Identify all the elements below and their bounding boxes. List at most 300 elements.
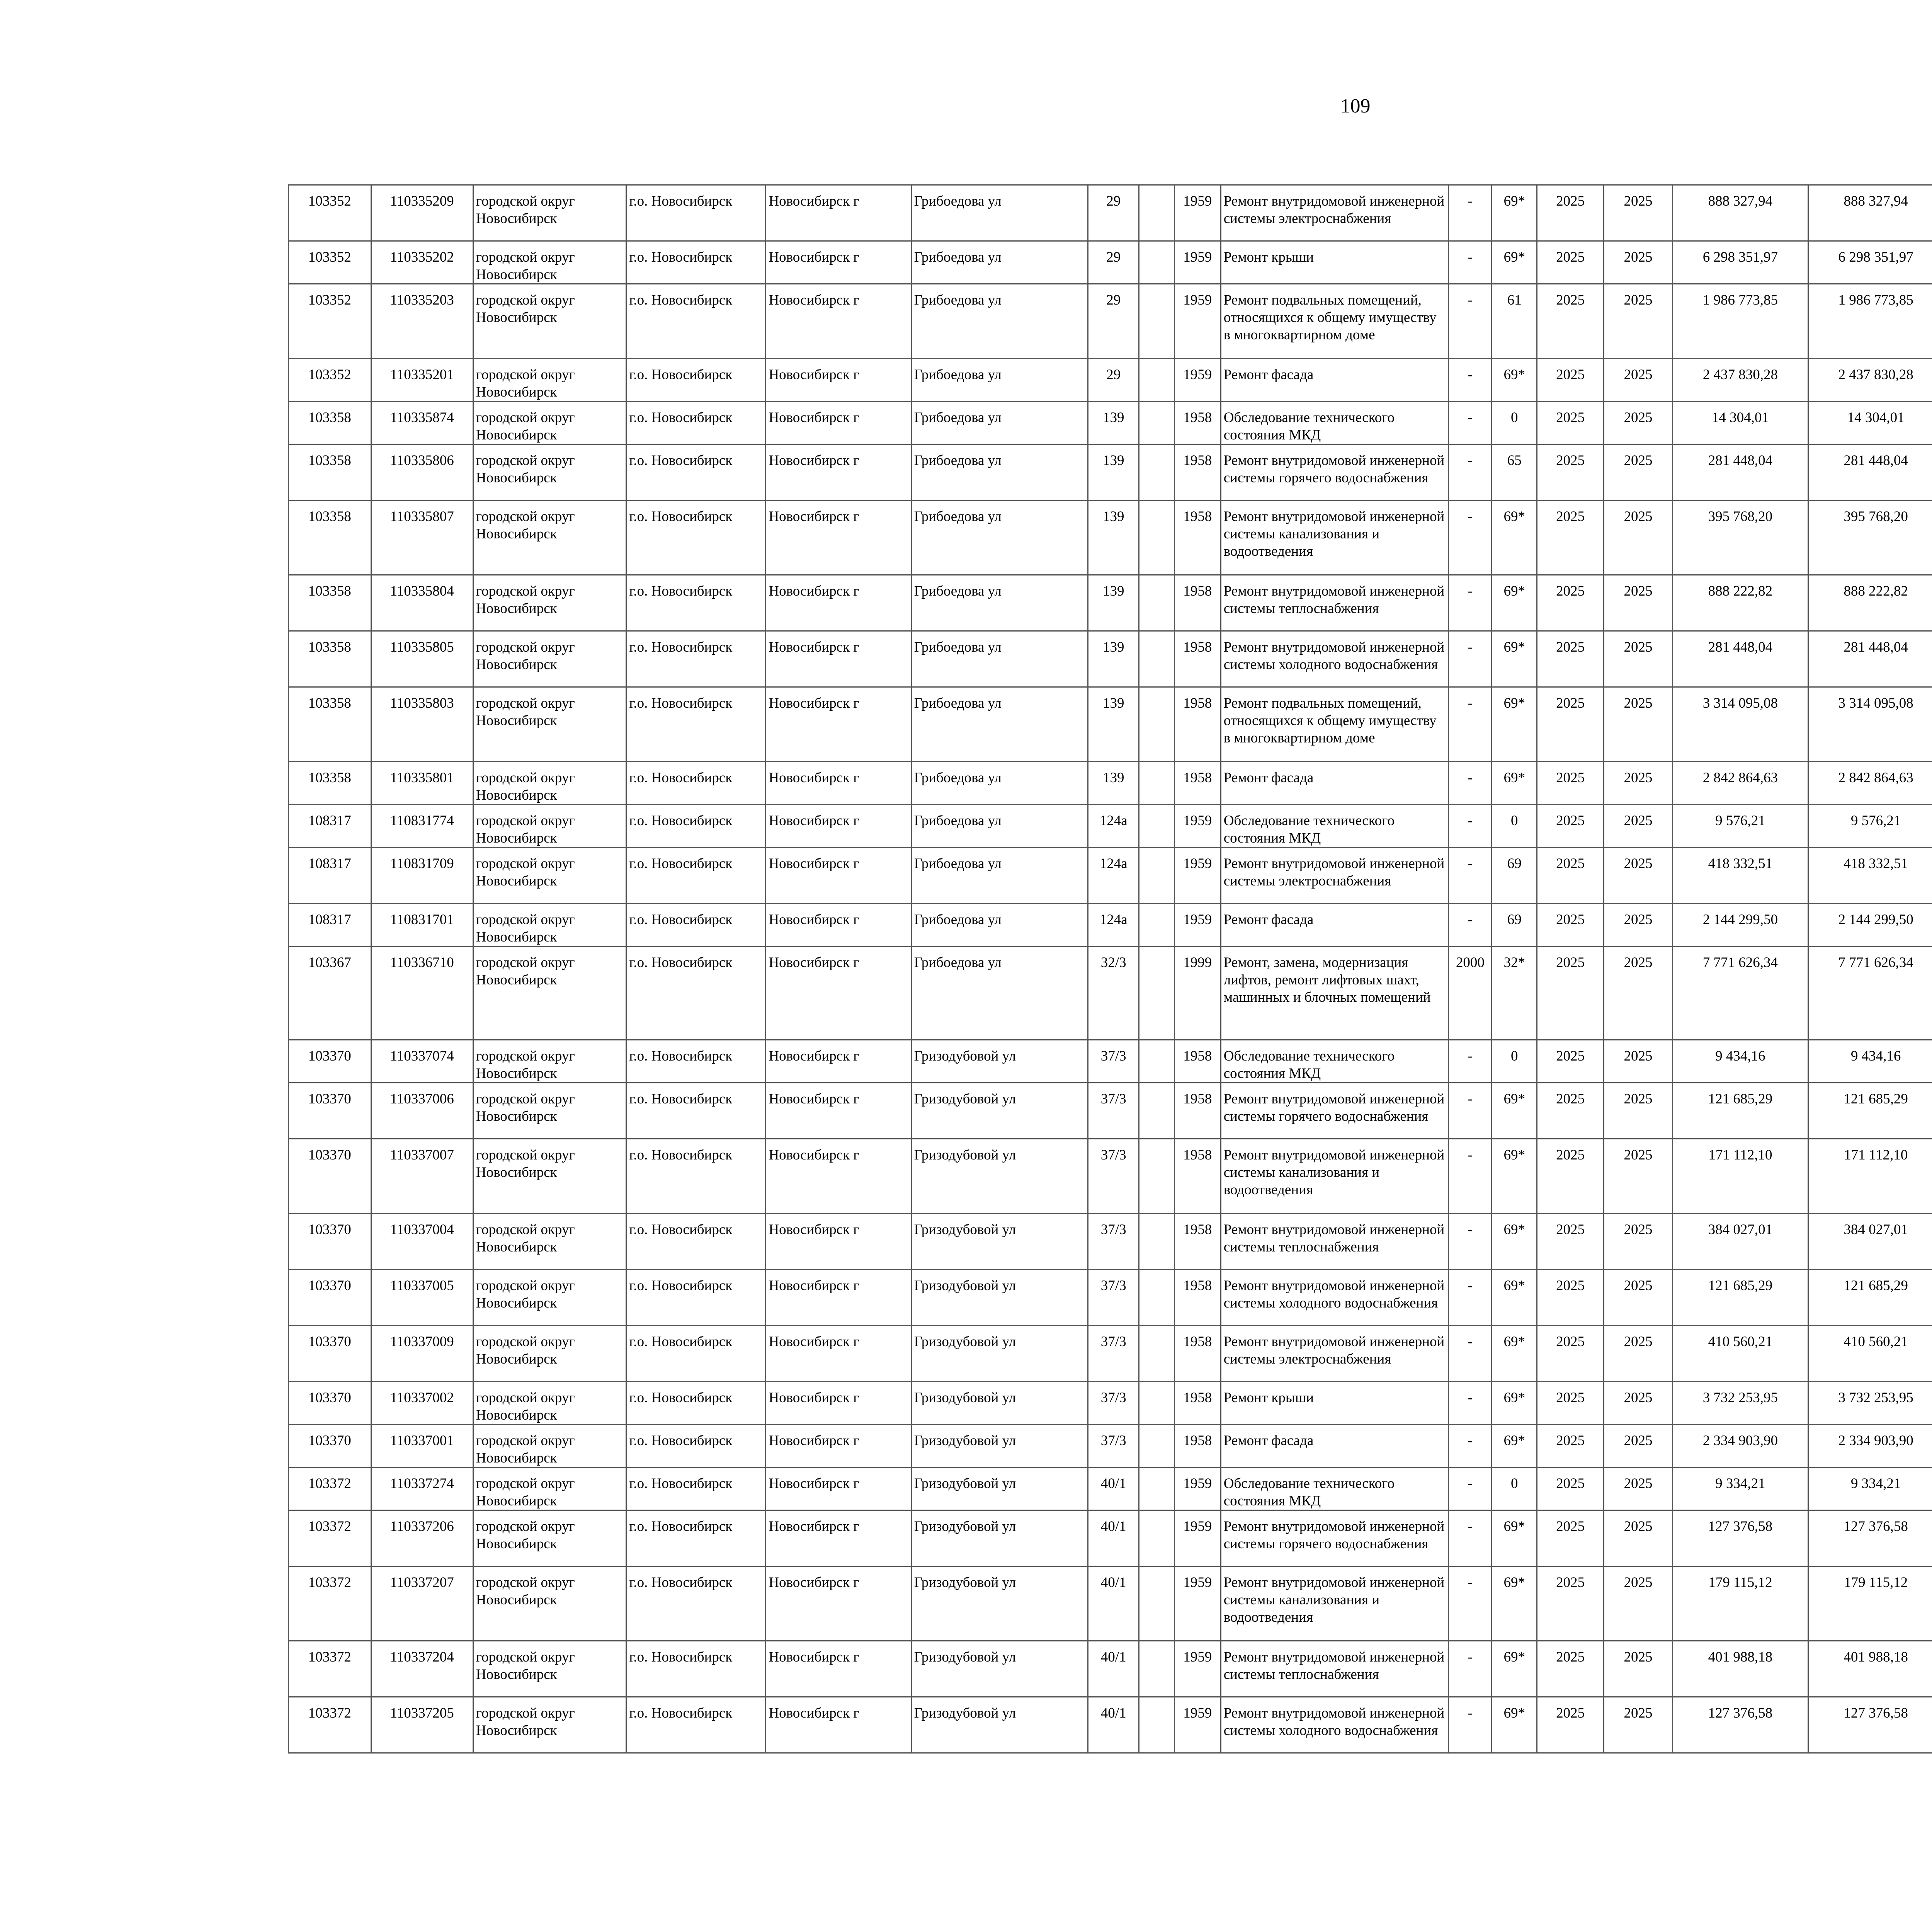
cell-pct: 32*	[1492, 947, 1537, 1040]
cell-house: 29	[1088, 359, 1139, 402]
cell-cost: 121 685,29	[1673, 1083, 1808, 1139]
cell-street: Гризодубовой ул	[911, 1083, 1088, 1139]
cell-year: 1959	[1174, 805, 1221, 848]
cell-id: 110335804	[371, 575, 473, 631]
cell-end: 2025	[1604, 284, 1673, 359]
cell-blank	[1139, 185, 1175, 241]
cell-city: Новосибирск г	[766, 1641, 911, 1697]
cell-go: г.о. Новосибирск	[626, 1697, 766, 1753]
cell-municipality: городской округ Новосибирск	[473, 575, 626, 631]
table-row	[289, 1139, 1932, 1214]
table-row	[289, 805, 1932, 848]
cell-go: г.о. Новосибирск	[626, 241, 766, 284]
cell-total: 2 842 864,63	[1808, 762, 1932, 805]
cell-code: 103358	[289, 631, 371, 687]
cell-city: Новосибирск г	[766, 1468, 911, 1510]
cell-end: 2025	[1604, 444, 1673, 501]
cell-municipality: городской округ Новосибирск	[473, 1139, 626, 1214]
cell-cost: 121 685,29	[1673, 1270, 1808, 1326]
cell-municipality: городской округ Новосибирск	[473, 687, 626, 762]
table-row	[289, 241, 1932, 284]
cell-blank	[1139, 1697, 1175, 1753]
cell-year2: -	[1449, 1566, 1492, 1641]
cell-total: 6 298 351,97	[1808, 241, 1932, 284]
cell-end: 2025	[1604, 631, 1673, 687]
cell-id: 110335203	[371, 284, 473, 359]
cell-pct: 69	[1492, 848, 1537, 904]
cell-id: 110335807	[371, 501, 473, 575]
cell-year2: -	[1449, 1468, 1492, 1510]
cell-total: 9 576,21	[1808, 805, 1932, 848]
cell-pct: 69*	[1492, 1425, 1537, 1468]
cell-city: Новосибирск г	[766, 904, 911, 947]
cell-cost: 2 334 903,90	[1673, 1425, 1808, 1468]
cell-total: 171 112,10	[1808, 1139, 1932, 1214]
cell-go: г.о. Новосибирск	[626, 1270, 766, 1326]
cell-work: Ремонт внутридомовой инженерной системы холодного водоснабжения	[1221, 631, 1449, 687]
cell-go: г.о. Новосибирск	[626, 1641, 766, 1697]
cell-go: г.о. Новосибирск	[626, 359, 766, 402]
cell-blank	[1139, 241, 1175, 284]
cell-city: Новосибирск г	[766, 1566, 911, 1641]
cell-house: 40/1	[1088, 1641, 1139, 1697]
cell-municipality: городской округ Новосибирск	[473, 185, 626, 241]
cell-go: г.о. Новосибирск	[626, 575, 766, 631]
cell-work: Ремонт внутридомовой инженерной системы канализования и водоотведения	[1221, 1139, 1449, 1214]
cell-end: 2025	[1604, 1697, 1673, 1753]
cell-municipality: городской округ Новосибирск	[473, 284, 626, 359]
table-row	[289, 1382, 1932, 1425]
cell-city: Новосибирск г	[766, 241, 911, 284]
cell-total: 888 222,82	[1808, 575, 1932, 631]
cell-end: 2025	[1604, 1270, 1673, 1326]
table-row	[289, 1641, 1932, 1697]
cell-pct: 69*	[1492, 1139, 1537, 1214]
cell-year2: -	[1449, 1510, 1492, 1566]
cell-blank	[1139, 1425, 1175, 1468]
cell-id: 110335209	[371, 185, 473, 241]
cell-start: 2025	[1537, 805, 1604, 848]
cell-pct: 69*	[1492, 1697, 1537, 1753]
cell-code: 103372	[289, 1697, 371, 1753]
cell-house: 37/3	[1088, 1214, 1139, 1270]
table-row	[289, 1510, 1932, 1566]
cell-total: 281 448,04	[1808, 444, 1932, 501]
cell-street: Гризодубовой ул	[911, 1214, 1088, 1270]
cell-start: 2025	[1537, 1566, 1604, 1641]
cell-blank	[1139, 1510, 1175, 1566]
cell-start: 2025	[1537, 687, 1604, 762]
cell-id: 110337002	[371, 1382, 473, 1425]
cell-id: 110831709	[371, 848, 473, 904]
cell-municipality: городской округ Новосибирск	[473, 947, 626, 1040]
cell-go: г.о. Новосибирск	[626, 848, 766, 904]
cell-municipality: городской округ Новосибирск	[473, 1040, 626, 1083]
cell-year: 1959	[1174, 1641, 1221, 1697]
cell-total: 384 027,01	[1808, 1214, 1932, 1270]
cell-cost: 888 327,94	[1673, 185, 1808, 241]
cell-year: 1959	[1174, 241, 1221, 284]
cell-go: г.о. Новосибирск	[626, 687, 766, 762]
cell-go: г.о. Новосибирск	[626, 1214, 766, 1270]
cell-year2: -	[1449, 1214, 1492, 1270]
cell-work: Обследование технического состояния МКД	[1221, 1468, 1449, 1510]
cell-start: 2025	[1537, 575, 1604, 631]
cell-street: Гризодубовой ул	[911, 1697, 1088, 1753]
cell-year2: -	[1449, 1641, 1492, 1697]
table-row	[289, 1697, 1932, 1753]
cell-year: 1958	[1174, 575, 1221, 631]
cell-pct: 61	[1492, 284, 1537, 359]
cell-street: Грибоедова ул	[911, 947, 1088, 1040]
cell-street: Грибоедова ул	[911, 687, 1088, 762]
cell-cost: 2 144 299,50	[1673, 904, 1808, 947]
cell-pct: 0	[1492, 402, 1537, 444]
cell-cost: 7 771 626,34	[1673, 947, 1808, 1040]
cell-end: 2025	[1604, 241, 1673, 284]
cell-work: Ремонт подвальных помещений, относящихся к общему имуществу в многоквартирном доме	[1221, 284, 1449, 359]
cell-pct: 0	[1492, 1468, 1537, 1510]
cell-pct: 69*	[1492, 1214, 1537, 1270]
cell-go: г.о. Новосибирск	[626, 1040, 766, 1083]
cell-pct: 65	[1492, 444, 1537, 501]
cell-blank	[1139, 1468, 1175, 1510]
cell-year: 1958	[1174, 501, 1221, 575]
cell-code: 103370	[289, 1214, 371, 1270]
cell-house: 29	[1088, 241, 1139, 284]
table-row	[289, 444, 1932, 501]
cell-city: Новосибирск г	[766, 1083, 911, 1139]
cell-work: Ремонт фасада	[1221, 904, 1449, 947]
cell-go: г.о. Новосибирск	[626, 631, 766, 687]
cell-year: 1958	[1174, 1425, 1221, 1468]
cell-year: 1959	[1174, 185, 1221, 241]
cell-blank	[1139, 284, 1175, 359]
cell-cost: 410 560,21	[1673, 1326, 1808, 1382]
cell-work: Ремонт внутридомовой инженерной системы теплоснабжения	[1221, 1641, 1449, 1697]
cell-year2: -	[1449, 1040, 1492, 1083]
cell-municipality: городской округ Новосибирск	[473, 1083, 626, 1139]
cell-year2: -	[1449, 575, 1492, 631]
cell-blank	[1139, 1270, 1175, 1326]
cell-blank	[1139, 1040, 1175, 1083]
cell-code: 103370	[289, 1382, 371, 1425]
cell-total: 9 334,21	[1808, 1468, 1932, 1510]
cell-street: Грибоедова ул	[911, 575, 1088, 631]
cell-year2: 2000	[1449, 947, 1492, 1040]
cell-year2: -	[1449, 284, 1492, 359]
cell-end: 2025	[1604, 185, 1673, 241]
cell-blank	[1139, 1641, 1175, 1697]
cell-blank	[1139, 904, 1175, 947]
cell-house: 32/3	[1088, 947, 1139, 1040]
cell-start: 2025	[1537, 762, 1604, 805]
cell-year: 1958	[1174, 1083, 1221, 1139]
cell-city: Новосибирск г	[766, 1382, 911, 1425]
cell-end: 2025	[1604, 1326, 1673, 1382]
cell-end: 2025	[1604, 501, 1673, 575]
cell-house: 37/3	[1088, 1382, 1139, 1425]
cell-city: Новосибирск г	[766, 687, 911, 762]
cell-end: 2025	[1604, 762, 1673, 805]
cell-work: Ремонт внутридомовой инженерной системы электроснабжения	[1221, 185, 1449, 241]
cell-start: 2025	[1537, 284, 1604, 359]
cell-work: Ремонт внутридомовой инженерной системы теплоснабжения	[1221, 575, 1449, 631]
cell-total: 3 314 095,08	[1808, 687, 1932, 762]
cell-year2: -	[1449, 1697, 1492, 1753]
cell-start: 2025	[1537, 241, 1604, 284]
cell-year2: -	[1449, 241, 1492, 284]
cell-street: Грибоедова ул	[911, 848, 1088, 904]
cell-start: 2025	[1537, 1083, 1604, 1139]
cell-id: 110335801	[371, 762, 473, 805]
cell-city: Новосибирск г	[766, 1214, 911, 1270]
cell-code: 103370	[289, 1040, 371, 1083]
cell-city: Новосибирск г	[766, 284, 911, 359]
cell-go: г.о. Новосибирск	[626, 947, 766, 1040]
cell-city: Новосибирск г	[766, 1326, 911, 1382]
cell-code: 103358	[289, 687, 371, 762]
cell-house: 37/3	[1088, 1139, 1139, 1214]
cell-municipality: городской округ Новосибирск	[473, 904, 626, 947]
cell-go: г.о. Новосибирск	[626, 904, 766, 947]
cell-go: г.о. Новосибирск	[626, 1083, 766, 1139]
cell-total: 121 685,29	[1808, 1083, 1932, 1139]
cell-start: 2025	[1537, 1697, 1604, 1753]
cell-year2: -	[1449, 359, 1492, 402]
cell-house: 37/3	[1088, 1083, 1139, 1139]
cell-cost: 14 304,01	[1673, 402, 1808, 444]
cell-city: Новосибирск г	[766, 444, 911, 501]
cell-city: Новосибирск г	[766, 575, 911, 631]
cell-start: 2025	[1537, 1139, 1604, 1214]
cell-start: 2025	[1537, 947, 1604, 1040]
cell-id: 110335805	[371, 631, 473, 687]
cell-municipality: городской округ Новосибирск	[473, 762, 626, 805]
cell-blank	[1139, 631, 1175, 687]
cell-municipality: городской округ Новосибирск	[473, 1697, 626, 1753]
cell-pct: 69*	[1492, 501, 1537, 575]
cell-blank	[1139, 1214, 1175, 1270]
cell-cost: 127 376,58	[1673, 1510, 1808, 1566]
cell-id: 110337007	[371, 1139, 473, 1214]
cell-code: 108317	[289, 848, 371, 904]
cell-year: 1959	[1174, 284, 1221, 359]
cell-cost: 281 448,04	[1673, 444, 1808, 501]
cell-code: 108317	[289, 805, 371, 848]
cell-municipality: городской округ Новосибирск	[473, 1382, 626, 1425]
cell-year: 1959	[1174, 848, 1221, 904]
cell-start: 2025	[1537, 359, 1604, 402]
cell-blank	[1139, 402, 1175, 444]
cell-go: г.о. Новосибирск	[626, 762, 766, 805]
cell-cost: 9 434,16	[1673, 1040, 1808, 1083]
cell-work: Ремонт внутридомовой инженерной системы горячего водоснабжения	[1221, 444, 1449, 501]
table-row	[289, 402, 1932, 444]
cell-total: 2 437 830,28	[1808, 359, 1932, 402]
cell-start: 2025	[1537, 1425, 1604, 1468]
cell-total: 2 334 903,90	[1808, 1425, 1932, 1468]
cell-city: Новосибирск г	[766, 762, 911, 805]
cell-end: 2025	[1604, 1139, 1673, 1214]
cell-pct: 0	[1492, 1040, 1537, 1083]
cell-house: 29	[1088, 284, 1139, 359]
cell-city: Новосибирск г	[766, 1040, 911, 1083]
cell-municipality: городской округ Новосибирск	[473, 1326, 626, 1382]
cell-year: 1958	[1174, 1040, 1221, 1083]
cell-house: 124а	[1088, 805, 1139, 848]
cell-end: 2025	[1604, 1468, 1673, 1510]
table-row	[289, 1326, 1932, 1382]
cell-id: 110337006	[371, 1083, 473, 1139]
cell-year2: -	[1449, 444, 1492, 501]
cell-city: Новосибирск г	[766, 501, 911, 575]
cell-year2: -	[1449, 904, 1492, 947]
cell-id: 110337274	[371, 1468, 473, 1510]
cell-start: 2025	[1537, 1040, 1604, 1083]
cell-year: 1959	[1174, 359, 1221, 402]
cell-id: 110337001	[371, 1425, 473, 1468]
cell-house: 37/3	[1088, 1425, 1139, 1468]
table-row	[289, 1566, 1932, 1641]
cell-pct: 69*	[1492, 1510, 1537, 1566]
cell-code: 103352	[289, 185, 371, 241]
cell-cost: 171 112,10	[1673, 1139, 1808, 1214]
cell-street: Гризодубовой ул	[911, 1326, 1088, 1382]
cell-start: 2025	[1537, 1510, 1604, 1566]
cell-year2: -	[1449, 848, 1492, 904]
cell-total: 395 768,20	[1808, 501, 1932, 575]
table-row	[289, 1214, 1932, 1270]
cell-pct: 0	[1492, 805, 1537, 848]
cell-go: г.о. Новосибирск	[626, 1566, 766, 1641]
cell-year2: -	[1449, 1270, 1492, 1326]
cell-id: 110337206	[371, 1510, 473, 1566]
cell-start: 2025	[1537, 1382, 1604, 1425]
cell-city: Новосибирск г	[766, 1425, 911, 1468]
cell-total: 401 988,18	[1808, 1641, 1932, 1697]
cell-city: Новосибирск г	[766, 402, 911, 444]
table-row	[289, 185, 1932, 241]
table-row	[289, 1425, 1932, 1468]
cell-blank	[1139, 575, 1175, 631]
cell-total: 179 115,12	[1808, 1566, 1932, 1641]
cell-municipality: городской округ Новосибирск	[473, 241, 626, 284]
cell-city: Новосибирск г	[766, 1270, 911, 1326]
cell-blank	[1139, 947, 1175, 1040]
cell-pct: 69*	[1492, 1083, 1537, 1139]
cell-code: 103358	[289, 501, 371, 575]
cell-cost: 9 334,21	[1673, 1468, 1808, 1510]
cell-street: Грибоедова ул	[911, 904, 1088, 947]
cell-year: 1959	[1174, 1566, 1221, 1641]
cell-cost: 281 448,04	[1673, 631, 1808, 687]
cell-municipality: городской округ Новосибирск	[473, 1425, 626, 1468]
cell-work: Обследование технического состояния МКД	[1221, 402, 1449, 444]
cell-municipality: городской округ Новосибирск	[473, 1270, 626, 1326]
cell-municipality: городской округ Новосибирск	[473, 359, 626, 402]
cell-year2: -	[1449, 1326, 1492, 1382]
cell-city: Новосибирск г	[766, 947, 911, 1040]
cell-end: 2025	[1604, 575, 1673, 631]
cell-year: 1959	[1174, 1697, 1221, 1753]
cell-go: г.о. Новосибирск	[626, 1382, 766, 1425]
cell-street: Грибоедова ул	[911, 501, 1088, 575]
cell-street: Гризодубовой ул	[911, 1641, 1088, 1697]
cell-year2: -	[1449, 185, 1492, 241]
cell-code: 103372	[289, 1566, 371, 1641]
table-row	[289, 947, 1932, 1040]
cell-pct: 69*	[1492, 1566, 1537, 1641]
cell-year: 1958	[1174, 1326, 1221, 1382]
table-row	[289, 1270, 1932, 1326]
cell-code: 103370	[289, 1425, 371, 1468]
cell-work: Обследование технического состояния МКД	[1221, 805, 1449, 848]
cell-pct: 69*	[1492, 1326, 1537, 1382]
cell-pct: 69*	[1492, 687, 1537, 762]
cell-id: 110335803	[371, 687, 473, 762]
cell-code: 103370	[289, 1139, 371, 1214]
cell-id: 110335202	[371, 241, 473, 284]
cell-year: 1958	[1174, 1382, 1221, 1425]
cell-end: 2025	[1604, 848, 1673, 904]
cell-code: 103372	[289, 1510, 371, 1566]
cell-house: 40/1	[1088, 1510, 1139, 1566]
cell-work: Ремонт крыши	[1221, 1382, 1449, 1425]
cell-municipality: городской округ Новосибирск	[473, 631, 626, 687]
cell-id: 110337074	[371, 1040, 473, 1083]
cell-year2: -	[1449, 762, 1492, 805]
cell-street: Грибоедова ул	[911, 762, 1088, 805]
table-row	[289, 359, 1932, 402]
table-row	[289, 501, 1932, 575]
cell-total: 3 732 253,95	[1808, 1382, 1932, 1425]
cell-total: 888 327,94	[1808, 185, 1932, 241]
cell-street: Гризодубовой ул	[911, 1139, 1088, 1214]
cell-cost: 9 576,21	[1673, 805, 1808, 848]
cell-id: 110831774	[371, 805, 473, 848]
cell-year2: -	[1449, 501, 1492, 575]
cell-work: Ремонт внутридомовой инженерной системы холодного водоснабжения	[1221, 1697, 1449, 1753]
cell-start: 2025	[1537, 1326, 1604, 1382]
cell-id: 110337205	[371, 1697, 473, 1753]
cell-code: 103352	[289, 359, 371, 402]
cell-work: Ремонт внутридомовой инженерной системы теплоснабжения	[1221, 1214, 1449, 1270]
cell-go: г.о. Новосибирск	[626, 1139, 766, 1214]
cell-municipality: городской округ Новосибирск	[473, 1566, 626, 1641]
cell-code: 103370	[289, 1083, 371, 1139]
cell-code: 103358	[289, 444, 371, 501]
cell-go: г.о. Новосибирск	[626, 1510, 766, 1566]
cell-house: 37/3	[1088, 1040, 1139, 1083]
cell-go: г.о. Новосибирск	[626, 185, 766, 241]
cell-pct: 69*	[1492, 185, 1537, 241]
cell-municipality: городской округ Новосибирск	[473, 444, 626, 501]
cell-end: 2025	[1604, 1083, 1673, 1139]
cell-house: 139	[1088, 762, 1139, 805]
cell-start: 2025	[1537, 848, 1604, 904]
cell-pct: 69*	[1492, 631, 1537, 687]
cell-street: Гризодубовой ул	[911, 1270, 1088, 1326]
cell-cost: 2 842 864,63	[1673, 762, 1808, 805]
cell-cost: 401 988,18	[1673, 1641, 1808, 1697]
cell-municipality: городской округ Новосибирск	[473, 1641, 626, 1697]
cell-blank	[1139, 1326, 1175, 1382]
cell-municipality: городской округ Новосибирск	[473, 848, 626, 904]
cell-start: 2025	[1537, 904, 1604, 947]
table-row	[289, 631, 1932, 687]
cell-street: Гризодубовой ул	[911, 1566, 1088, 1641]
